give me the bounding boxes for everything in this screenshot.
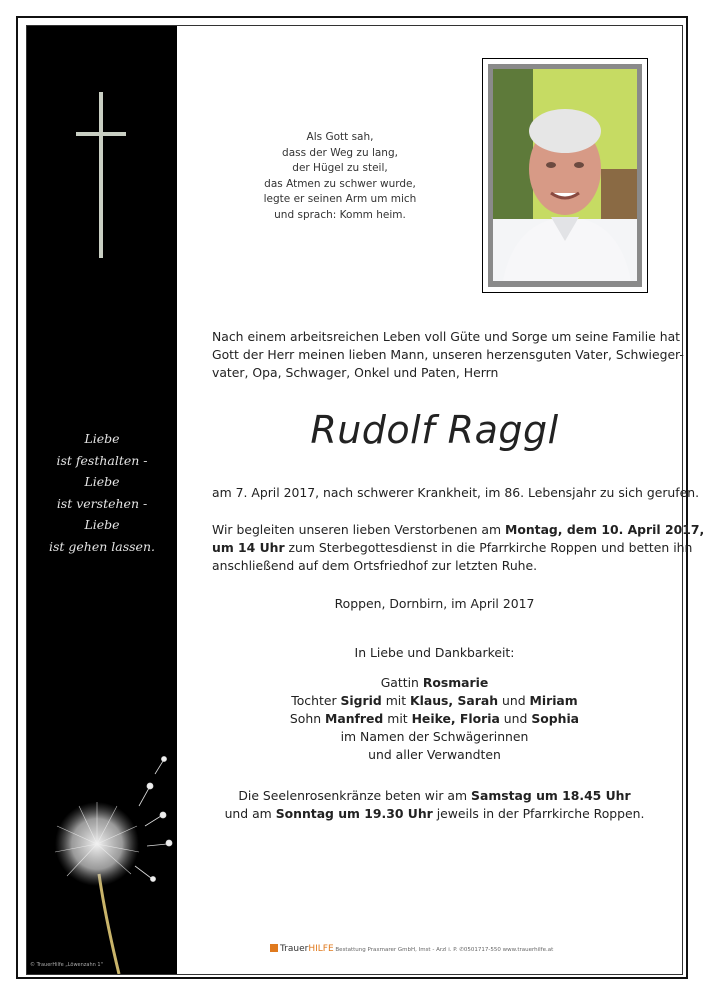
place-date	[212, 595, 657, 613]
intro-line: Nach einem arbeitsreichen Leben voll Güte und Sorge um seine Familie hat	[212, 329, 681, 344]
mourner-name: Rosmarie	[422, 675, 489, 690]
quote-line: legte er seinen Arm um mich	[263, 193, 417, 205]
footer-text: Bestattung Praxmarer GmbH, Imst - Arzl i. P. ✆0501717-550 www.trauerhilfe.at	[335, 947, 554, 953]
funeral-text: Wir begleiten unseren lieben Verstorbenen am	[212, 522, 505, 537]
mourner-label: Gattin	[380, 675, 423, 690]
mourner-name: Sigrid	[340, 693, 382, 708]
image-copyright: © TrauerHilfe „Löwenzahn 1"	[30, 962, 103, 968]
deceased-name: Rudolf Raggl	[310, 408, 559, 452]
logo-text: Trauer	[280, 944, 309, 954]
intro-line: Gott der Herr meinen lieben Mann, unseren herzensguten Vater, Schwieger-	[212, 347, 684, 362]
death-notice	[212, 484, 700, 502]
poem-line: ist festhalten -	[56, 452, 148, 468]
funeral-info	[212, 521, 705, 575]
footer	[270, 944, 553, 954]
quote-line: das Atmen zu schwer wurde,	[264, 177, 416, 190]
funeral-text: zum Sterbegottesdienst in die Pfarrkirche Roppen und betten ihn	[284, 540, 693, 555]
quote-line: dass der Weg zu lang,	[282, 146, 398, 159]
portrait-image	[493, 69, 637, 281]
mourners-heading-line: In Liebe und Dankbarkeit:	[354, 645, 515, 660]
cross-icon-horizontal	[76, 132, 126, 136]
mourners-heading	[212, 644, 657, 662]
mourner-connector: mit	[383, 711, 412, 726]
rosary-info	[212, 787, 657, 823]
rosary-text: und am	[224, 806, 276, 821]
mourner-line: und aller Verwandten	[368, 747, 501, 762]
quote-line: Als Gott sah,	[306, 131, 374, 143]
mourner-name: Heike, Floria	[411, 711, 500, 726]
mourner-connector: und	[498, 693, 530, 708]
portrait-photo	[493, 69, 637, 281]
quote-line: der Hügel zu steil,	[292, 162, 388, 174]
logo-text-accent: HILFE	[308, 944, 334, 954]
mourner-connector: mit	[381, 693, 411, 708]
mourner-name: Manfred	[325, 711, 384, 726]
rosary-text: Die Seelenrosenkränze beten wir am	[238, 788, 472, 803]
funeral-text: anschließend auf dem Ortsfriedhof zur letzten Ruhe.	[212, 558, 538, 573]
sidebar-poem	[27, 428, 177, 557]
mourner-name: Miriam	[529, 693, 578, 708]
poem-line: Liebe	[84, 517, 120, 532]
funeral-date: Montag, dem 10. April 2017,	[504, 522, 705, 537]
quote-poem	[220, 130, 460, 223]
rosary-time: Samstag um 18.45 Uhr	[471, 788, 631, 803]
mourners-list	[212, 674, 657, 764]
place-date-line: Roppen, Dornbirn, im April 2017	[334, 596, 535, 611]
death-notice-line: am 7. April 2017, nach schwerer Krankheit, im 86. Lebensjahr zu sich gerufen.	[212, 485, 700, 500]
poem-line: Liebe	[84, 474, 120, 489]
mourner-connector: und	[499, 711, 532, 726]
mourner-line: im Namen der Schwägerinnen	[340, 729, 529, 744]
poem-line: ist gehen lassen.	[49, 538, 155, 554]
poem-line: Liebe	[84, 431, 120, 446]
quote-line: und sprach: Komm heim.	[274, 208, 406, 221]
intro-text	[212, 328, 684, 382]
footer-logo	[280, 944, 334, 954]
poem-line: ist verstehen -	[56, 495, 148, 511]
mourner-label: Sohn	[289, 711, 326, 726]
rosary-time: Sonntag um 19.30 Uhr	[275, 806, 433, 821]
intro-line: vater, Opa, Schwager, Onkel und Paten, Herrn	[212, 365, 499, 380]
mourner-label: Tochter	[291, 693, 341, 708]
mourner-name: Klaus, Sarah	[410, 693, 499, 708]
trauerhilfe-logo-icon	[270, 944, 278, 952]
cross-icon-vertical	[99, 92, 103, 258]
mourner-name: Sophia	[531, 711, 580, 726]
funeral-time: um 14 Uhr	[212, 540, 285, 555]
rosary-text: jeweils in der Pfarrkirche Roppen.	[432, 806, 645, 821]
